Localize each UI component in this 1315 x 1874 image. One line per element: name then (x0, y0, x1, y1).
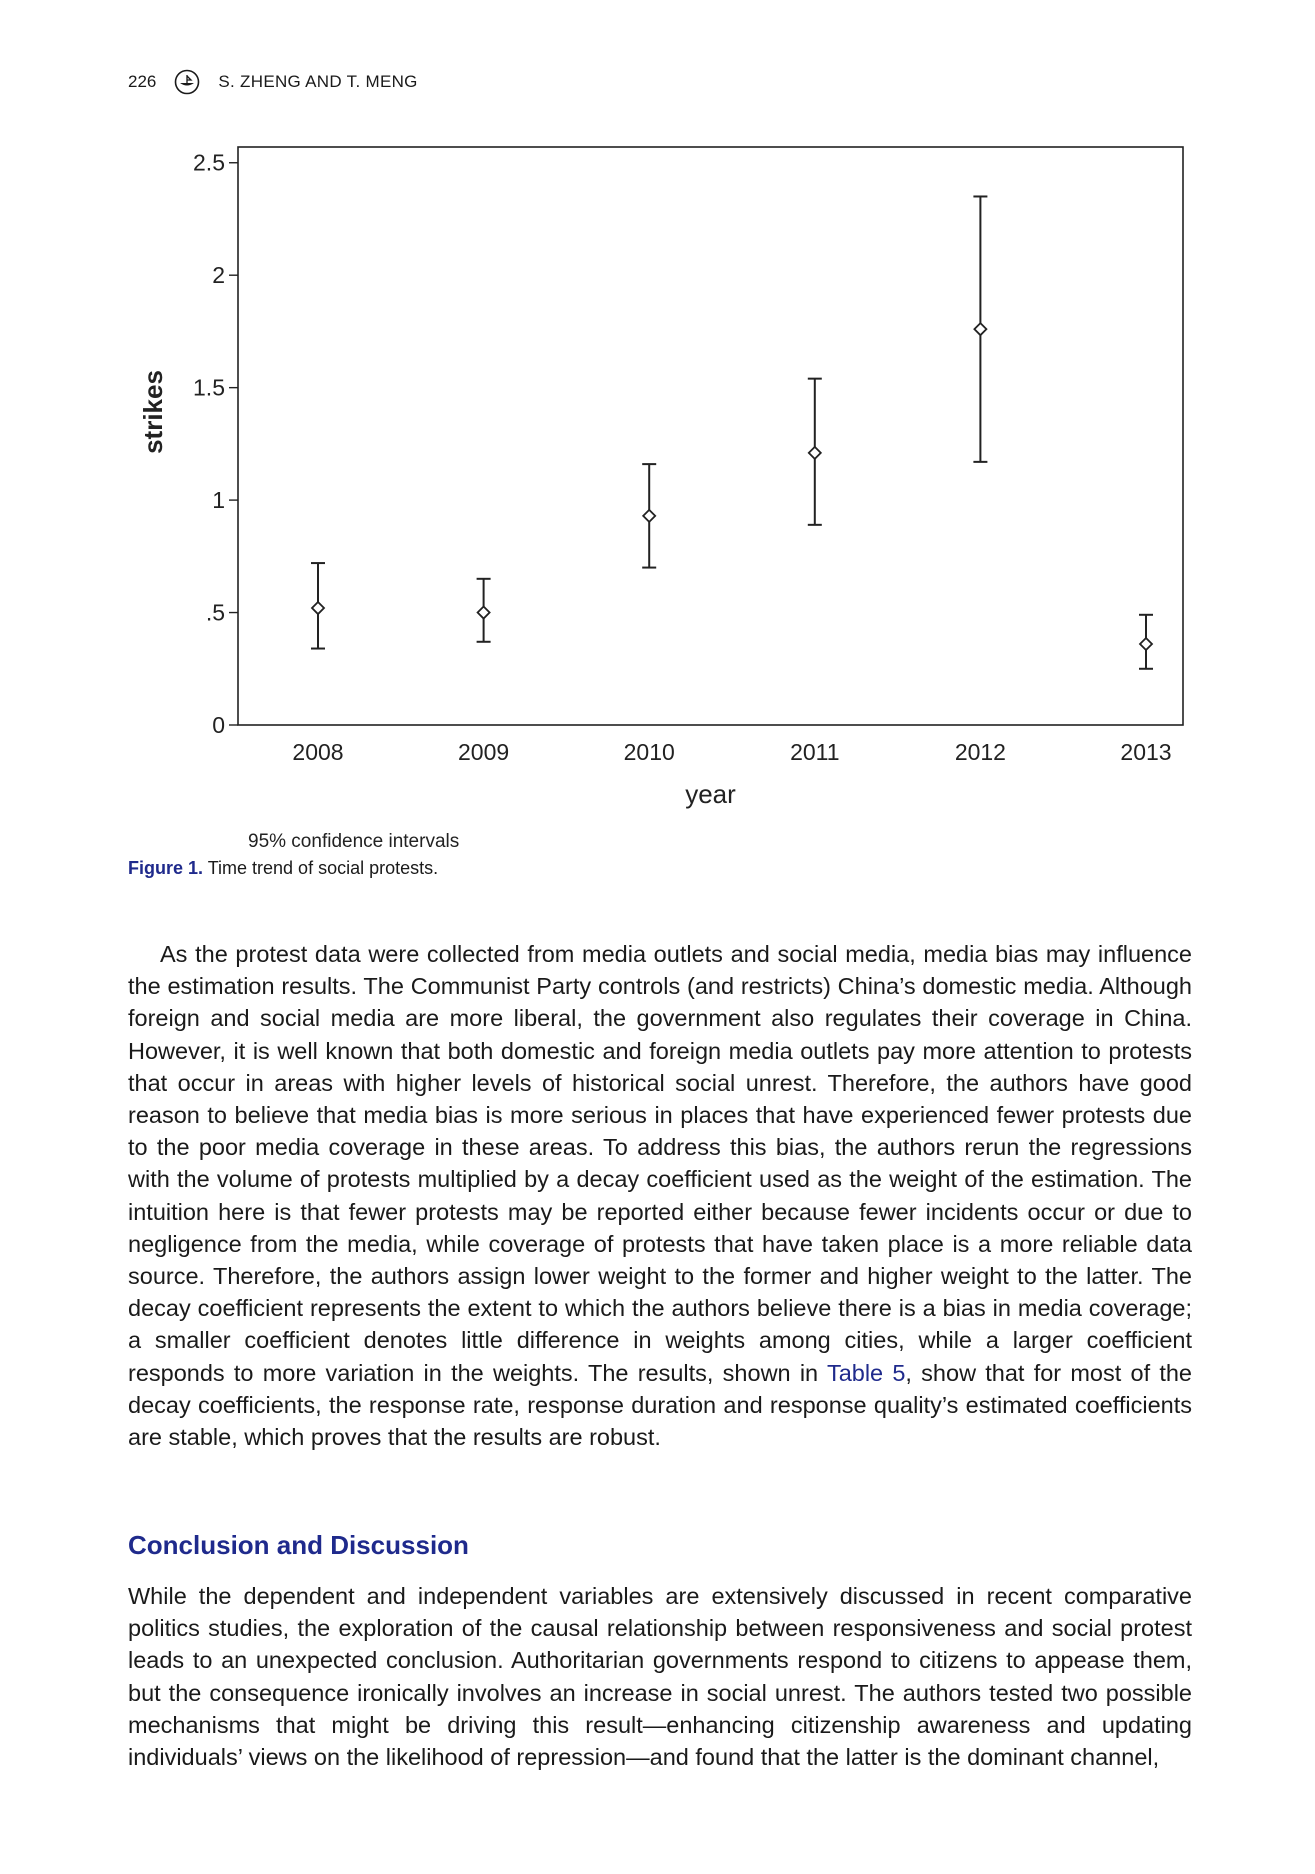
y-tick-label: .5 (205, 599, 225, 626)
figure-caption-label: Figure 1. (128, 858, 204, 878)
chart (128, 135, 1208, 855)
estimate-point-2008 (312, 602, 324, 614)
section-heading: Conclusion and Discussion (128, 1530, 469, 1560)
figure-caption (128, 858, 438, 879)
body-paragraph-2: While the dependent and independent variables are extensively discussed in recent comparative politics studies, the exploration of the causal relationship between responsiveness and social protest leads to an unexpected conclusion. Authoritarian governments respond to citizens to appease them, but the consequence ironically involves an increase in social unrest. The authors tested two possible mechanisms that might be driving this result—enhancing citizenship awareness and updating individuals’ views on the likelihood of repression—and found that the latter is the dominant channel, (128, 1583, 1192, 1771)
estimate-point-2011 (809, 447, 821, 459)
y-tick-label: 0 (212, 712, 225, 738)
y-tick-label: 2 (212, 262, 225, 289)
running-head-authors: S. ZHENG AND T. MENG (218, 72, 418, 91)
body-paragraph-1 (128, 938, 1192, 1453)
page-number: 226 (128, 72, 157, 91)
publisher-logo-icon (174, 69, 200, 95)
estimate-point-2010 (643, 510, 655, 522)
y-tick-label: 1 (212, 487, 225, 514)
x-tick-label: 2008 (292, 739, 344, 765)
figure (128, 135, 1208, 855)
estimate-point-2012 (974, 323, 986, 335)
paragraph-1-text-start: As the protest data were collected from media outlets and social media, media bias may influence the estimation results. The Communist Party controls (and restricts) China’s domestic media. Although foreign and social media are more liberal, the government also regulates their coverage in China. However, it is well known that both domestic and foreign media outlets pay more attention to protests that occur in areas with higher levels of historical social unrest. Therefore, the authors have good reason to believe that media bias is more serious in places that have experienced fewer protests due to the poor media coverage in these areas. To address this bias, the authors rerun the regressions with the volume of protests multiplied by a decay coefficient used as the weight of the estimation. The intuition here is that fewer protests may be reported either because fewer incidents occur or due to negligence from the media, while coverage of protests that have taken place is a more reliable data source. Therefore, the authors assign lower weight to the former and higher weight to the latter. The decay coefficient represents the extent to which the authors believe there is a bias in media coverage; a smaller coefficient denotes little difference in weights among cities, while a larger coefficient responds to more variation in the weights. The results, shown in (128, 941, 1192, 1386)
plot-frame (238, 147, 1183, 725)
x-tick-label: 2012 (954, 739, 1006, 765)
chart-note: 95% confidence intervals (248, 831, 460, 852)
x-tick-label: 2011 (790, 739, 840, 765)
x-tick-label: 2009 (458, 739, 510, 765)
running-head (128, 70, 418, 94)
estimate-point-2009 (478, 607, 490, 619)
x-tick-label: 2013 (1120, 739, 1172, 765)
y-tick-label: 2.5 (193, 149, 225, 176)
table-5-link[interactable]: Table 5 (826, 1359, 906, 1386)
y-axis-title: strikes (138, 370, 168, 454)
x-axis-title: year (685, 779, 736, 809)
paragraph-1-text-end: , show that for most of the decay coefficients, the response rate, response duration and response quality’s estimated coefficients are stable, which proves that the results are robust. (128, 1359, 1192, 1451)
y-tick-label: 1.5 (193, 374, 225, 401)
estimate-point-2013 (1140, 638, 1152, 650)
x-tick-label: 2010 (623, 739, 675, 765)
figure-caption-text: Time trend of social protests. (203, 858, 439, 878)
